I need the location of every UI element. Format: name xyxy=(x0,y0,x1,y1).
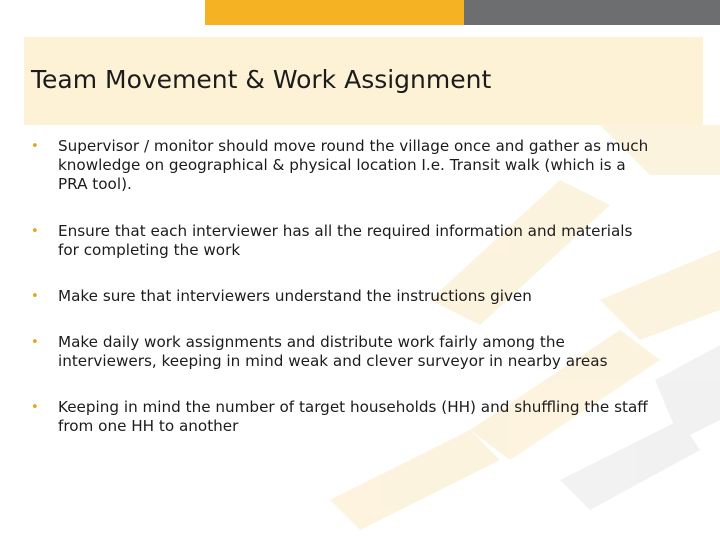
bullet-item xyxy=(31,137,651,194)
bullet-marker: • xyxy=(31,139,39,154)
bullet-marker: • xyxy=(31,335,39,350)
bullet-list xyxy=(31,137,651,464)
bullet-marker: • xyxy=(31,289,39,304)
bullet-text: Make sure that interviewers understand the instructions given xyxy=(58,287,532,305)
bullet-marker: • xyxy=(31,224,39,239)
bullet-text: Keeping in mind the number of target households (HH) and shuffling the staff from one HH to another xyxy=(58,398,648,435)
bullet-text: Make daily work assignments and distribute work fairly among the interviewers, keeping in mind weak and clever surveyor in nearby areas xyxy=(58,333,608,370)
bullet-text: Supervisor / monitor should move round the village once and gather as much knowledge on geographical & physical location I.e. Transit walk (which is a PRA tool). xyxy=(58,137,649,193)
bullet-item xyxy=(31,398,651,436)
bullet-item xyxy=(31,222,651,260)
bullet-item xyxy=(31,287,651,306)
bullet-item xyxy=(31,333,651,371)
slide-title: Team Movement & Work Assignment xyxy=(31,65,492,94)
bullet-marker: • xyxy=(31,400,39,415)
bullet-text: Ensure that each interviewer has all the required information and materials for completing the work xyxy=(58,222,633,259)
